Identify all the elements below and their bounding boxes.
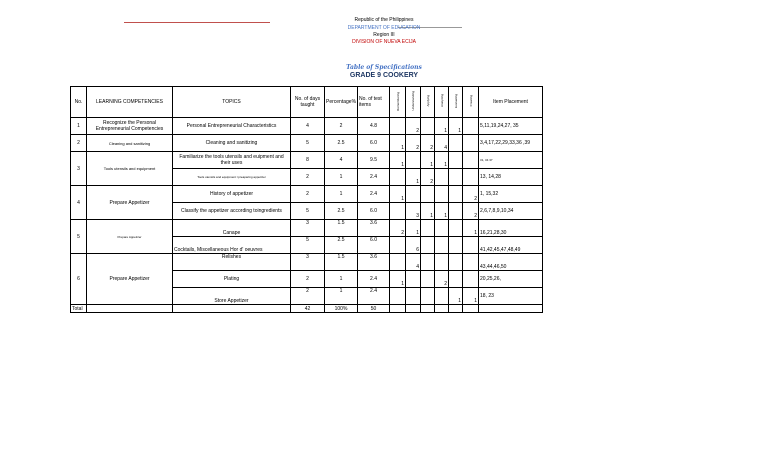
col-days: No. of days taught [291,87,325,118]
analyzing-cell [435,220,449,237]
items-cell: 2.4 [358,288,390,305]
topic-cell: Cocktails, Miscellaneous Hor d' oeuvres [173,237,291,254]
applying-cell [421,118,435,135]
evaluating-cell [449,237,463,254]
remembering-cell: 1 [390,152,406,169]
row-number: 3 [71,152,87,186]
total-row [71,305,543,313]
understanding-cell: 1 [406,169,421,186]
applying-cell [421,288,435,305]
competency-cell: Prepare Appetizer [87,220,173,254]
total-days: 42 [291,305,325,313]
topic-cell: Classify the appetizer according toingredients [173,203,291,220]
topic-cell: Personal Entrepreneurial Characteristics [173,118,291,135]
percentage-cell: 1.5 [325,220,358,237]
placement-cell: 41,42,45,47,48,49 [479,237,543,254]
remembering-cell [390,169,406,186]
document-title: Table of Specifications [346,64,422,71]
percentage-cell: 1 [325,186,358,203]
col-topics: TOPICS [173,87,291,118]
competency-cell: Prepare Appetizer [87,254,173,305]
topic-cell: Canape [173,220,291,237]
items-cell: 2.4 [358,186,390,203]
days-cell: 5 [291,135,325,152]
understanding-cell [406,186,421,203]
remembering-cell: 2 [390,220,406,237]
creating-cell: 2 [463,186,479,203]
days-cell: 8 [291,152,325,169]
creating-cell [463,135,479,152]
understanding-cell: 3 [406,203,421,220]
applying-cell: 2 [421,135,435,152]
analyzing-cell [435,254,449,271]
col-remembering: Remembering [390,87,406,118]
items-cell: 6.0 [358,237,390,254]
understanding-cell: 4 [406,254,421,271]
placement-cell: 31, 34 37 [479,152,543,169]
table-row [71,254,543,271]
topic-cell: History of appetizer [173,186,291,203]
percentage-cell: 1.5 [325,254,358,271]
total-blank [463,305,479,313]
total-blank [435,305,449,313]
applying-cell: 1 [421,152,435,169]
items-cell: 3.6 [358,220,390,237]
evaluating-cell: 1 [449,118,463,135]
creating-cell [463,152,479,169]
analyzing-cell: 2 [435,271,449,288]
understanding-cell: 6 [406,237,421,254]
days-cell: 2 [291,169,325,186]
evaluating-cell [449,169,463,186]
topic-cell: Cleaning and sanitizing [173,135,291,152]
remembering-cell: 1 [390,186,406,203]
understanding-cell [406,152,421,169]
competency-cell: Prepare Appetizer [87,186,173,220]
percentage-cell: 2.5 [325,203,358,220]
col-no: No. [71,87,87,118]
table-row [71,186,543,203]
total-blank [390,305,406,313]
total-blank [421,305,435,313]
analyzing-cell: 1 [435,118,449,135]
placement-cell: 3,4,17,22,29,33,36 ,39 [479,135,543,152]
items-cell: 2.4 [358,169,390,186]
items-cell: 4.8 [358,118,390,135]
analyzing-cell [435,186,449,203]
total-blank [479,305,543,313]
creating-cell: 2 [463,203,479,220]
applying-cell: 1 [421,203,435,220]
creating-cell: 1 [463,220,479,237]
items-cell: 6.0 [358,135,390,152]
percentage-cell: 1 [325,271,358,288]
total-blank [87,305,173,313]
evaluating-cell [449,152,463,169]
applying-cell [421,237,435,254]
region-line: Region III [373,32,395,38]
table-row [71,152,543,169]
competency-cell: Recognize the Personal Entrepreneurial Competencies [87,118,173,135]
competency-cell: Tools utensils and equipment [87,152,173,186]
placement-cell: 20,25,26, [479,271,543,288]
col-percentage: Percentage% [325,87,358,118]
percentage-cell: 2 [325,118,358,135]
row-number: 6 [71,254,87,305]
total-items: 50 [358,305,390,313]
understanding-cell: 2 [406,118,421,135]
days-cell: 2 [291,186,325,203]
applying-cell [421,271,435,288]
evaluating-cell [449,186,463,203]
remembering-cell [390,288,406,305]
evaluating-cell [449,220,463,237]
remembering-cell [390,203,406,220]
header-row [71,87,543,118]
col-creating: Creating [463,87,479,118]
total-percentage: 100% [325,305,358,313]
remembering-cell [390,118,406,135]
items-cell: 2.4 [358,271,390,288]
evaluating-cell [449,203,463,220]
days-cell: 3 [291,220,325,237]
analyzing-cell [435,288,449,305]
applying-cell [421,254,435,271]
evaluating-cell: 1 [449,288,463,305]
applying-cell: 2 [421,169,435,186]
creating-cell [463,118,479,135]
col-understanding: Understanding [406,87,421,118]
col-analyzing: Analyzing [435,87,449,118]
row-number: 5 [71,220,87,254]
total-blank [173,305,291,313]
department-line: DEPARTMENT OF EDUCATION [347,25,421,31]
days-cell: 5 [291,237,325,254]
topic-cell: Familiarize the tools utensils and euipment and their uses [173,152,291,169]
table-row [71,220,543,237]
col-applying: Applying [421,87,435,118]
col-competencies: LEARNING COMPETENCIES [87,87,173,118]
evaluating-cell [449,135,463,152]
understanding-cell [406,271,421,288]
row-number: 1 [71,118,87,135]
topic-cell: Relishes [173,254,291,271]
competency-cell: Cleaning and sanitizing [87,135,173,152]
placement-cell: 16,21,28,30 [479,220,543,237]
days-cell: 2 [291,271,325,288]
creating-cell: 1 [463,288,479,305]
evaluating-cell [449,254,463,271]
document-subtitle: GRADE 9 COOKERY [349,72,419,79]
days-cell: 5 [291,203,325,220]
percentage-cell: 4 [325,152,358,169]
row-number: 4 [71,186,87,220]
applying-cell [421,186,435,203]
percentage-cell: 2.5 [325,237,358,254]
total-label: Total [71,305,87,313]
remembering-cell [390,237,406,254]
republic-line: Republic of the Philippines [354,17,414,23]
days-cell: 3 [291,254,325,271]
remembering-cell [390,254,406,271]
days-cell: 4 [291,118,325,135]
percentage-cell: 2.5 [325,135,358,152]
applying-cell [421,220,435,237]
analyzing-cell: 1 [435,203,449,220]
remembering-cell: 1 [390,271,406,288]
analyzing-cell: 4 [435,135,449,152]
placement-cell: 18, 23 [479,288,543,305]
topic-cell: Plating [173,271,291,288]
topic-cell: Tools utensils and equipment l preaparing appetizer [173,169,291,186]
analyzing-cell: 1 [435,152,449,169]
evaluating-cell [449,271,463,288]
placement-cell: 43,44,46,50 [479,254,543,271]
creating-cell [463,271,479,288]
placement-cell: 2,6,7,8,9,10,34 [479,203,543,220]
col-items: No. of test items [358,87,390,118]
analyzing-cell [435,237,449,254]
percentage-cell: 1 [325,288,358,305]
days-cell: 2 [291,288,325,305]
col-placement: Item Placement [479,87,543,118]
placement-cell: 5,11,19,24,27, 35 [479,118,543,135]
table-row [71,135,543,152]
understanding-cell [406,288,421,305]
col-evaluating: Evaluating [449,87,463,118]
remembering-cell: 1 [390,135,406,152]
analyzing-cell [435,169,449,186]
division-line: DIVISION OF NUEVA ECIJA [352,39,416,45]
items-cell: 9.5 [358,152,390,169]
total-blank [406,305,421,313]
creating-cell [463,254,479,271]
understanding-cell: 2 [406,135,421,152]
placement-cell: 1, 15,32 [479,186,543,203]
topic-cell: Store Appetizer [173,288,291,305]
items-cell: 6.0 [358,203,390,220]
total-blank [449,305,463,313]
row-number: 2 [71,135,87,152]
placement-cell: 13, 14,28 [479,169,543,186]
items-cell: 3.6 [358,254,390,271]
percentage-cell: 1 [325,169,358,186]
understanding-cell: 1 [406,220,421,237]
creating-cell [463,169,479,186]
creating-cell [463,237,479,254]
table-row [71,118,543,135]
specification-table [70,86,543,313]
